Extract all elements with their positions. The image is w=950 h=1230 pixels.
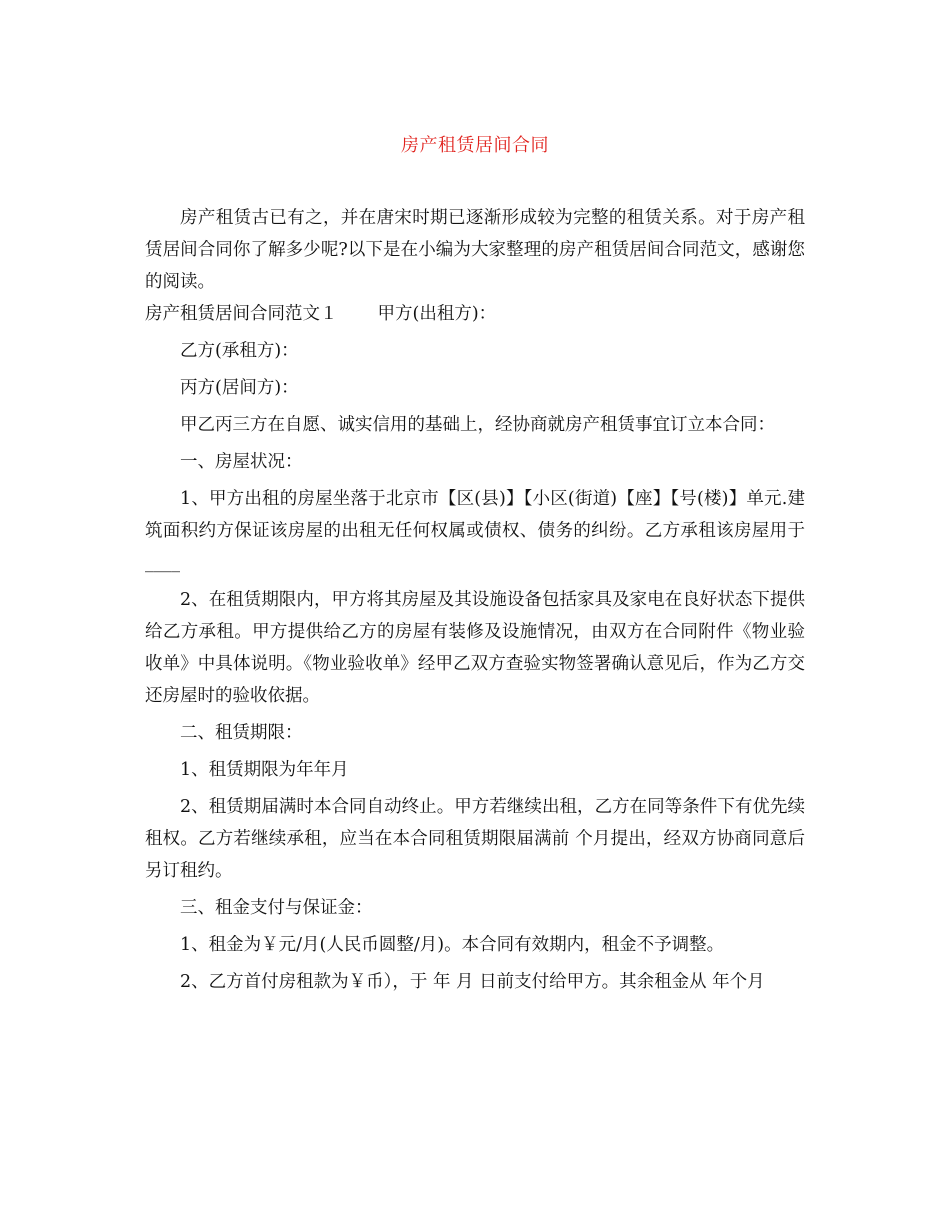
intro-paragraph: 房产租赁古已有之，并在唐宋时期已逐渐形成较为完整的租赁关系。对于房产租赁居间合同你了解多少呢?以下是在小编为大家整理的房产租赁居间合同范文，感谢您的阅读。 [145,208,805,292]
document-title: 房产租赁居间合同 [401,135,549,156]
section-2-title: 二、租赁期限： [180,723,303,743]
section-2-item-1: 1、租赁期限为年年月 [180,760,349,780]
section-1-title: 一、房屋状况： [180,452,303,472]
party-c-label: 丙方(居间方)： [180,378,299,398]
section-1-item-1: 1、甲方出租的房屋坐落于北京市【区(县)】【小区(街道)【座】【号(楼)】单元.建筑面积约方保证该房屋的出租无任何权属或债权、债务的纠纷。乙方承租该房屋用于____ [145,489,805,573]
section-3-item-1: 1、租金为￥元/月(人民币圆整/月)。本合同有效期内，租金不予调整。 [180,935,725,955]
agreement-paragraph: 甲乙丙三方在自愿、诚实信用的基础上，经协商就房产租赁事宜订立本合同： [180,415,775,435]
section-2-item-2: 2、租赁期届满时本合同自动终止。甲方若继续出租，乙方在同等条件下有优先续租权。乙方若继续承租，应当在本合同租赁期限届满前 个月提出，经双方协商同意后另订租约。 [145,797,805,881]
party-b-label: 乙方(承租方)： [180,341,299,361]
section-3-title: 三、租金支付与保证金： [180,898,373,918]
section-3-item-2: 2、乙方首付房租款为￥币），于 年 月 日前支付给甲方。其余租金从 年个月 [180,972,765,992]
document-body [145,202,805,998]
party-a-label: 甲方(出租方)： [377,304,497,324]
sample-heading: 房产租赁居间合同范文１ [145,304,338,324]
section-1-item-2: 2、在租赁期限内，甲方将其房屋及其设施设备包括家具及家电在良好状态下提供给乙方承租。甲方提供给乙方的房屋有装修及设施情况，由双方在合同附件《物业验收单》中具体说明。《物业验收单》经甲乙双方查验实物签署确认意见后，作为乙方交还房屋时的验收依据。 [145,590,805,706]
sample-heading-line [145,298,805,330]
